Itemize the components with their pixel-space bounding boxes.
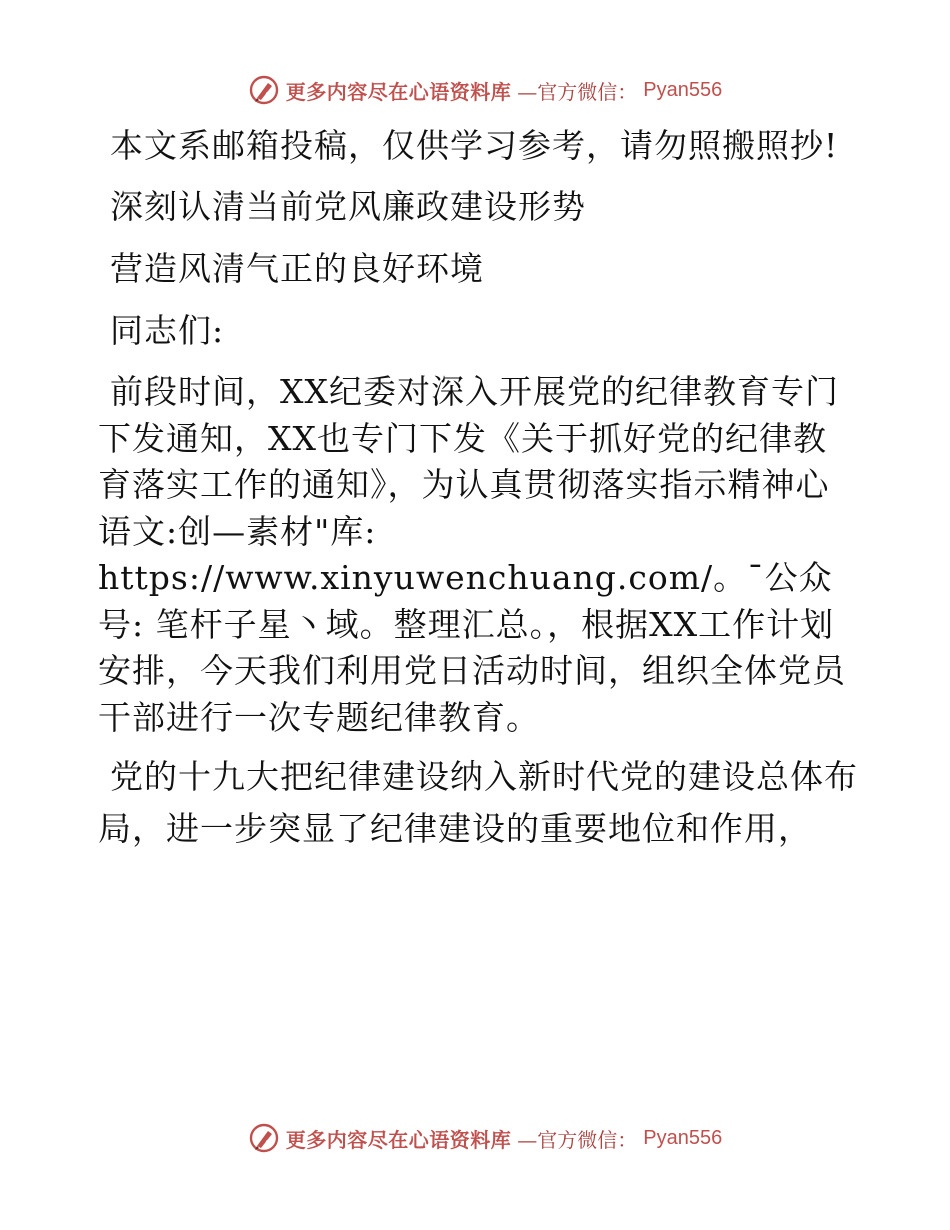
banner-content <box>248 1122 722 1154</box>
pen-logo-icon <box>248 1122 280 1154</box>
title-line-2: 营造风清气正的良好环境 <box>110 249 484 288</box>
body-paragraph-1: 前段时间，XX纪委对深入开展党的纪律教育专门下发通知，XX也专门下发《关于抓好党的纪律教育落实工作的通知》，为认真贯彻落实指示精神心语文:创—素材"库: https://www.xinyuwenchuang.com/。¯公众号: 笔杆子星丶域。整理汇总。，根据XX工作计划安排，今天我们利用党日活动时间，组织全体党员干部进行一次专题纪律教育。 <box>98 372 846 737</box>
greeting-line: 同志们: <box>110 311 225 350</box>
banner-wechat-id: Pyan556 <box>643 78 723 101</box>
notice-paragraph: 本文系邮箱投稿，仅供学习参考，请勿照搬照抄! <box>110 126 839 165</box>
title-line-1: 深刻认清当前党风廉政建设形势 <box>110 187 586 226</box>
banner-content <box>248 74 722 106</box>
footer-watermark-banner <box>0 1118 950 1158</box>
body-paragraph-2: 党的十九大把纪律建设纳入新时代党的建设总体布局，进一步突显了纪律建设的重要地位和作用， <box>98 757 858 848</box>
header-watermark-banner <box>0 70 950 110</box>
banner-wechat-label: —官方微信： <box>517 79 638 104</box>
banner-wechat-id: Pyan556 <box>643 1126 723 1149</box>
pen-logo-icon <box>248 74 280 106</box>
banner-main-text: 更多内容尽在心语资料库 <box>285 1127 512 1152</box>
document-body <box>98 122 858 855</box>
banner-main-text: 更多内容尽在心语资料库 <box>285 79 512 104</box>
banner-wechat-label: —官方微信： <box>517 1127 638 1152</box>
